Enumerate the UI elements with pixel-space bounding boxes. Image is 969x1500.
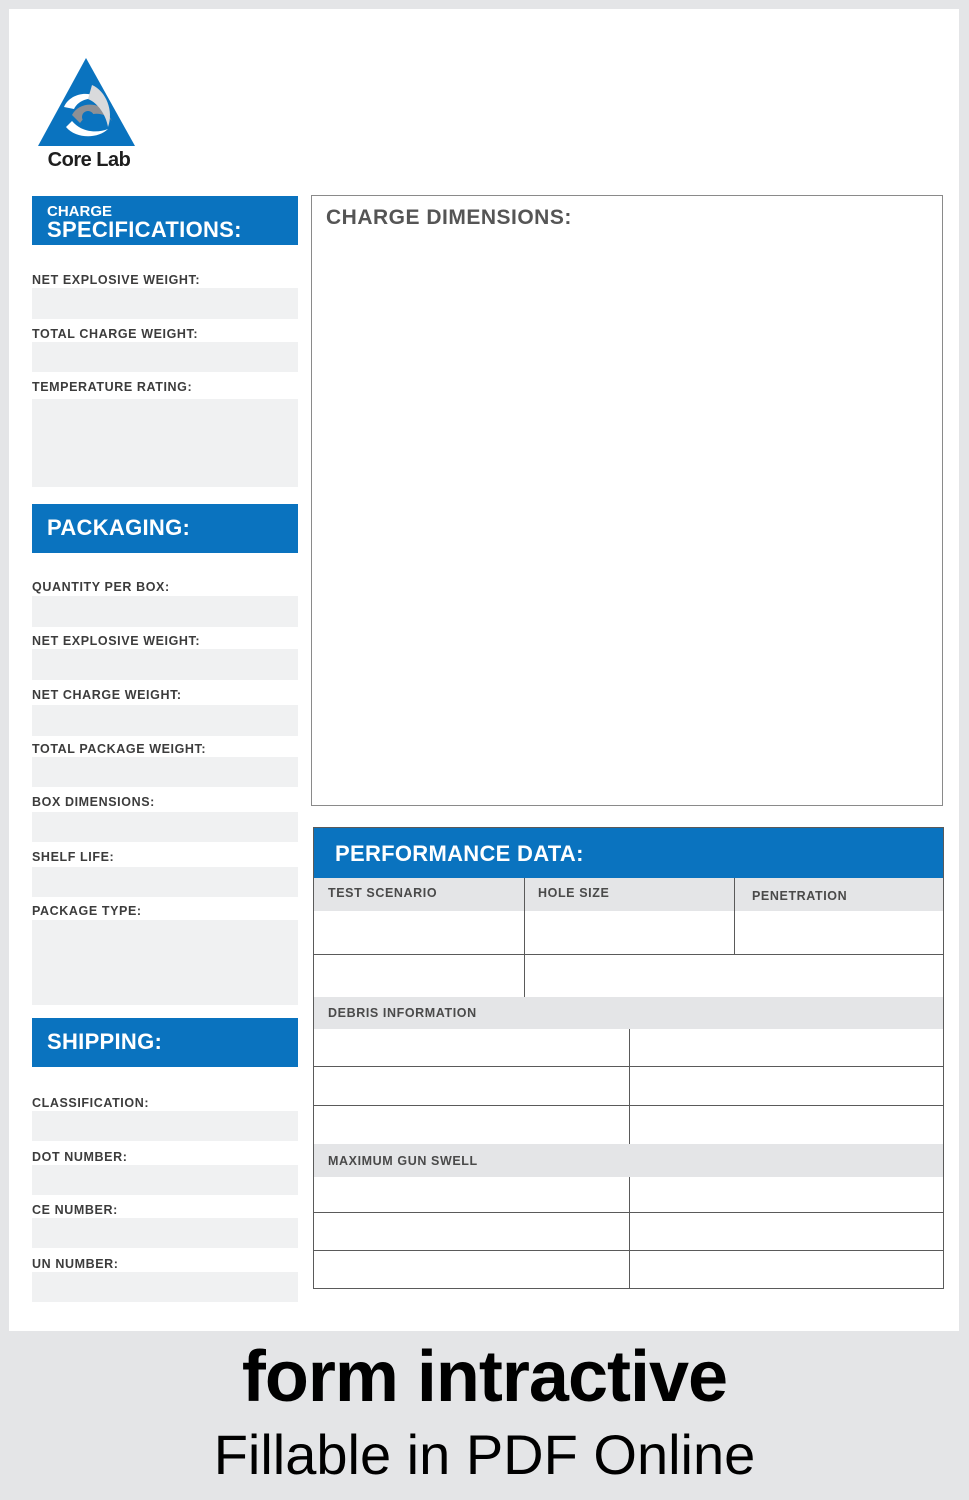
performance-data-table: [313, 827, 944, 1289]
banner-title: form intractive: [241, 1337, 728, 1417]
gun-swell-col-divider: [629, 1177, 630, 1288]
shipping-heading: SHIPPING:: [47, 1029, 163, 1054]
quantity-per-box-field[interactable]: [32, 596, 298, 627]
quantity-per-box-label: QUANTITY PER BOX:: [32, 580, 170, 594]
penetration-cell-1[interactable]: [735, 911, 943, 954]
debris-cell-3a[interactable]: [314, 1106, 629, 1144]
net-explosive-weight-label: NET EXPLOSIVE WEIGHT:: [32, 273, 201, 287]
temperature-rating-label: TEMPERATURE RATING:: [32, 380, 193, 394]
gun-swell-cell-2a[interactable]: [314, 1213, 629, 1250]
gun-swell-cell-3a[interactable]: [314, 1251, 629, 1288]
form-sheet: [9, 9, 959, 1331]
test-scenario-cell-1[interactable]: [314, 911, 524, 954]
package-type-field[interactable]: [32, 920, 298, 1005]
debris-cell-2a[interactable]: [314, 1067, 629, 1105]
shelf-life-field[interactable]: [32, 867, 298, 897]
un-number-label: UN NUMBER:: [32, 1257, 119, 1271]
gun-swell-row-divider-2: [314, 1250, 943, 1251]
debris-row-divider-1: [314, 1066, 943, 1067]
package-type-label: PACKAGE TYPE:: [32, 904, 142, 918]
maximum-gun-swell-label: MAXIMUM GUN SWELL: [328, 1154, 478, 1168]
total-package-weight-label: TOTAL PACKAGE WEIGHT:: [32, 742, 207, 756]
total-charge-weight-label: TOTAL CHARGE WEIGHT:: [32, 327, 199, 341]
debris-information-label: DEBRIS INFORMATION: [328, 1006, 477, 1020]
ce-number-label: CE NUMBER:: [32, 1203, 118, 1217]
box-dimensions-label: BOX DIMENSIONS:: [32, 795, 155, 809]
col-divider-1: [524, 878, 525, 997]
debris-cell-1b[interactable]: [630, 1029, 943, 1066]
col-penetration: PENETRATION: [752, 889, 848, 903]
gun-swell-cell-1b[interactable]: [630, 1177, 943, 1212]
col-divider-2: [734, 878, 735, 954]
ce-number-field[interactable]: [32, 1218, 298, 1248]
charge-specs-heading-small: CHARGE: [47, 203, 113, 220]
performance-header: [314, 828, 943, 878]
dot-number-field[interactable]: [32, 1165, 298, 1195]
dot-number-label: DOT NUMBER:: [32, 1150, 128, 1164]
row-divider-1: [314, 954, 943, 955]
charge-specs-heading-big: SPECIFICATIONS:: [47, 217, 242, 242]
net-charge-weight-label: NET CHARGE WEIGHT:: [32, 688, 182, 702]
debris-cell-3b[interactable]: [630, 1106, 943, 1144]
col-hole-size: HOLE SIZE: [538, 886, 610, 900]
classification-label: CLASSIFICATION:: [32, 1096, 150, 1110]
charge-specs-header: [32, 196, 298, 245]
shipping-header: [32, 1018, 298, 1067]
packaging-header: [32, 504, 298, 553]
net-charge-weight-field[interactable]: [32, 705, 298, 736]
debris-col-divider: [629, 1029, 630, 1144]
gun-swell-cell-3b[interactable]: [630, 1251, 943, 1288]
packaging-heading: PACKAGING:: [47, 515, 191, 540]
pkg-net-explosive-weight-field[interactable]: [32, 649, 298, 680]
debris-cell-1a[interactable]: [314, 1029, 629, 1066]
core-lab-logo: [36, 55, 142, 175]
hole-size-cell-2[interactable]: [525, 955, 943, 997]
triangle-logo-icon: [36, 55, 142, 151]
hole-size-cell-1[interactable]: [525, 911, 734, 954]
gun-swell-row-divider-1: [314, 1212, 943, 1213]
temperature-rating-field[interactable]: [32, 399, 298, 487]
debris-row-divider-2: [314, 1105, 943, 1106]
performance-title: PERFORMANCE DATA:: [335, 841, 584, 866]
pkg-net-explosive-weight-label: NET EXPLOSIVE WEIGHT:: [32, 634, 201, 648]
box-dimensions-field[interactable]: [32, 812, 298, 842]
total-charge-weight-field[interactable]: [32, 342, 298, 372]
charge-dimensions-box[interactable]: [311, 195, 943, 806]
banner-subtitle: Fillable in PDF Online: [213, 1423, 756, 1486]
gun-swell-cell-1a[interactable]: [314, 1177, 629, 1212]
charge-dimensions-title: CHARGE DIMENSIONS:: [326, 206, 572, 229]
classification-field[interactable]: [32, 1111, 298, 1141]
gun-swell-cell-2b[interactable]: [630, 1213, 943, 1250]
debris-cell-2b[interactable]: [630, 1067, 943, 1105]
total-package-weight-field[interactable]: [32, 757, 298, 787]
test-scenario-cell-2[interactable]: [314, 955, 524, 997]
un-number-field[interactable]: [32, 1272, 298, 1302]
logo-wordmark: Core Lab: [47, 149, 131, 171]
shelf-life-label: SHELF LIFE:: [32, 850, 115, 864]
col-test-scenario: TEST SCENARIO: [328, 886, 438, 900]
net-explosive-weight-field[interactable]: [32, 288, 298, 319]
